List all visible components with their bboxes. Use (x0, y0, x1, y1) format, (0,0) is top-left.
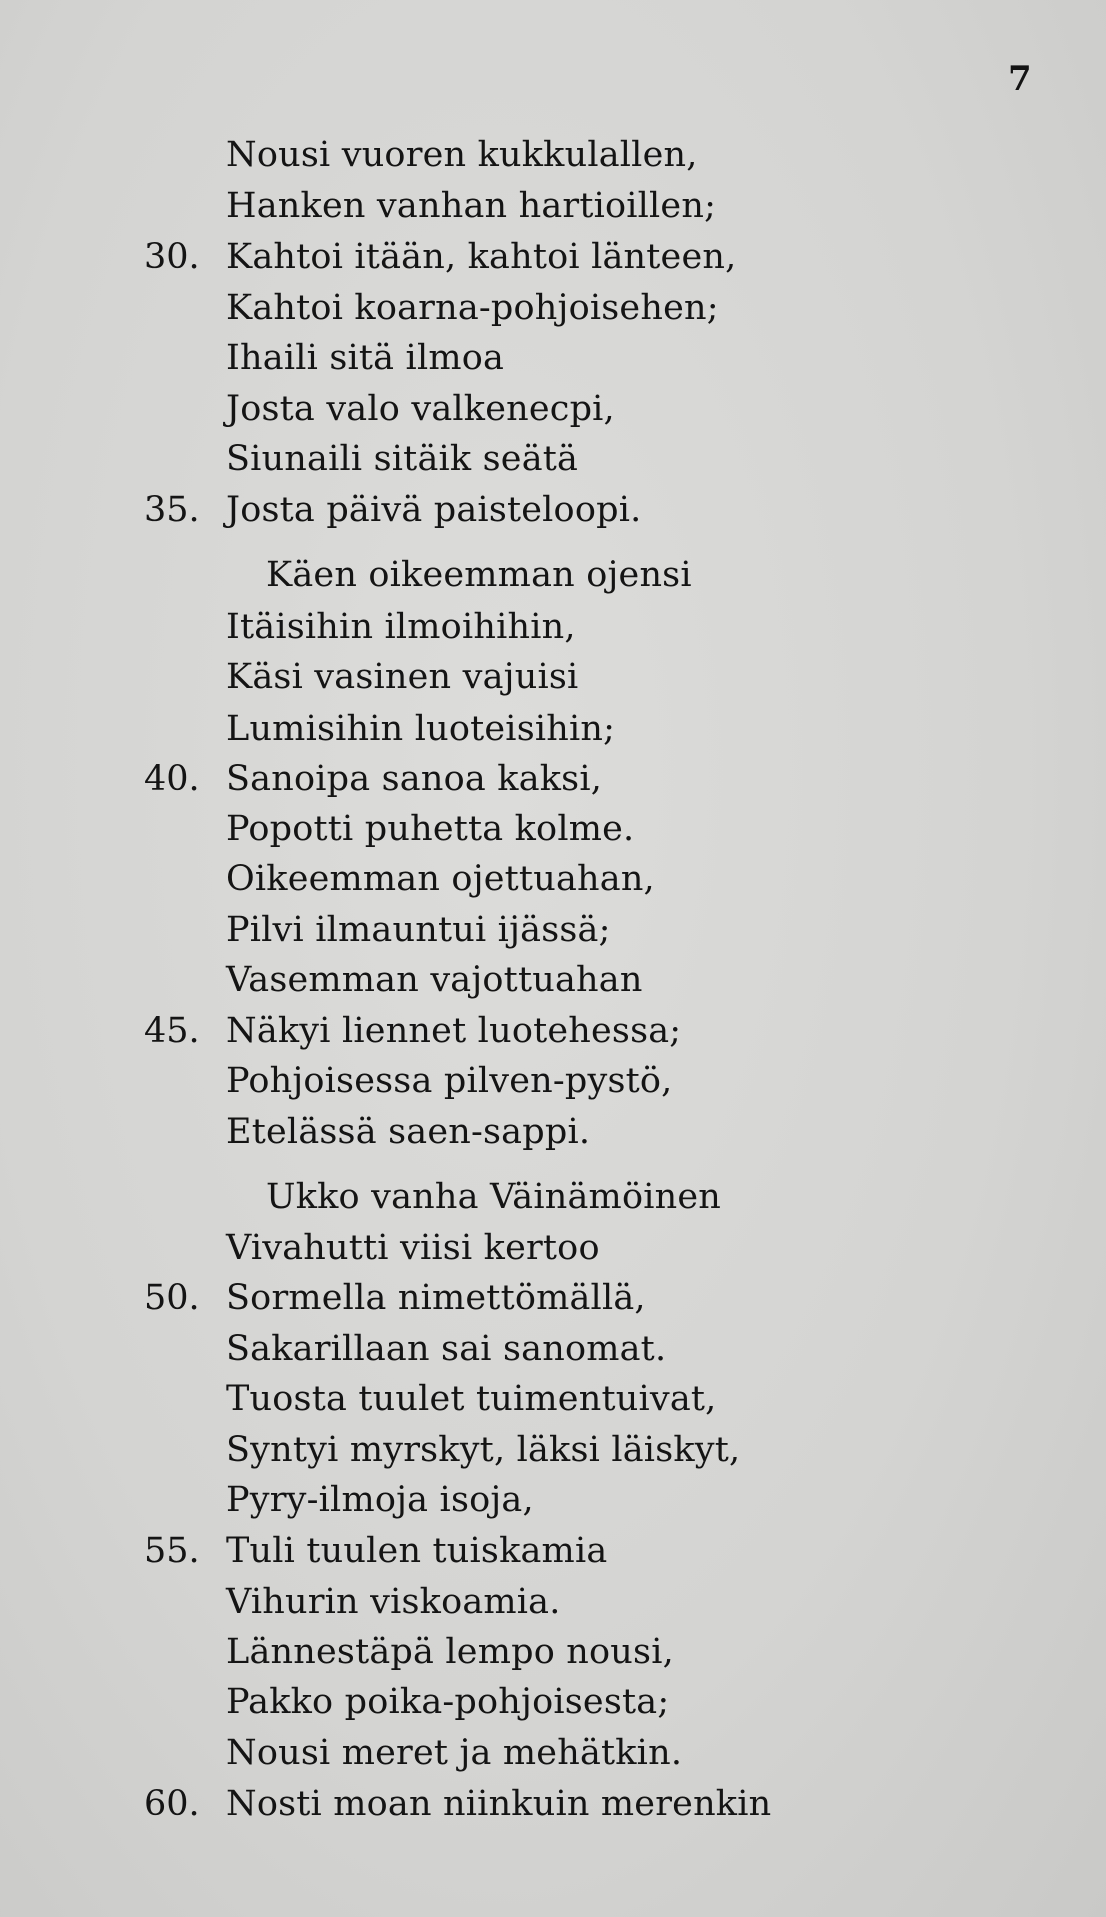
poem-line: Pakko poika-pohjoisesta; (226, 1682, 670, 1722)
poem-line: Sormella nimettömällä, (226, 1278, 646, 1318)
poem-line: Lännestäpä lempo nousi, (226, 1632, 674, 1672)
verse-line-number: 55. (144, 1531, 200, 1571)
poem-line: Nosti moan niinkuin merenkin (226, 1784, 772, 1824)
poem-line: Popotti puhetta kolme. (226, 809, 635, 849)
poem-line: Sakarillaan sai sanomat. (226, 1329, 667, 1369)
poem-line: Itäisihin ilmoihihin, (226, 607, 576, 647)
verse-line-number: 60. (144, 1784, 200, 1824)
poem-line: Nousi meret ja mehätkin. (226, 1733, 683, 1773)
poem-line: Pyry-ilmoja isoja, (226, 1480, 534, 1520)
poem-line: Josta päivä paisteloopi. (226, 490, 642, 530)
verse-line-number: 50. (144, 1278, 200, 1318)
verse-line-number: 35. (144, 490, 200, 530)
verse-line-number: 45. (144, 1011, 200, 1051)
poem-line: Hanken vanhan hartioillen; (226, 186, 717, 226)
poem-line: Vihurin viskoamia. (226, 1582, 561, 1622)
poem-line: Vasemman vajottuahan (226, 960, 643, 1000)
poem-line: Pohjoisessa pilven-pystö, (226, 1061, 673, 1101)
poem-line: Nousi vuoren kukkulallen, (226, 135, 698, 175)
poem-line: Tuli tuulen tuiskamia (226, 1531, 608, 1571)
verse-line-number: 40. (144, 759, 200, 799)
poem-line: Käen oikeemman ojensi (266, 555, 692, 595)
poem-line: Käsi vasinen vajuisi (226, 657, 579, 697)
poem-line: Syntyi myrskyt, läksi läiskyt, (226, 1430, 741, 1470)
poem-line: Kahtoi itään, kahtoi länteen, (226, 237, 737, 277)
poem-line: Sanoipa sanoa kaksi, (226, 759, 603, 799)
poem-line: Lumisihin luoteisihin; (226, 709, 616, 749)
poem-line: Näkyi liennet luotehessa; (226, 1011, 682, 1051)
poem-line: Vivahutti viisi kertoo (226, 1228, 600, 1268)
poem-line: Kahtoi koarna-pohjoisehen; (226, 288, 719, 328)
poem-line: Pilvi ilmauntui ijässä; (226, 910, 611, 950)
verse-line-number: 30. (144, 237, 200, 277)
poem-line: Siunaili sitäik seätä (226, 439, 579, 479)
page-number: 7 (1008, 59, 1032, 99)
poem-line: Ukko vanha Väinämöinen (266, 1177, 722, 1217)
poem-line: Tuosta tuulet tuimentuivat, (226, 1379, 717, 1419)
poem-line: Ihaili sitä ilmoa (226, 338, 505, 378)
poem-line: Oikeemman ojettuahan, (226, 859, 655, 899)
poem-line: Etelässä saen-sappi. (226, 1112, 591, 1152)
poem-line: Josta valo valkenecpi, (226, 389, 615, 429)
